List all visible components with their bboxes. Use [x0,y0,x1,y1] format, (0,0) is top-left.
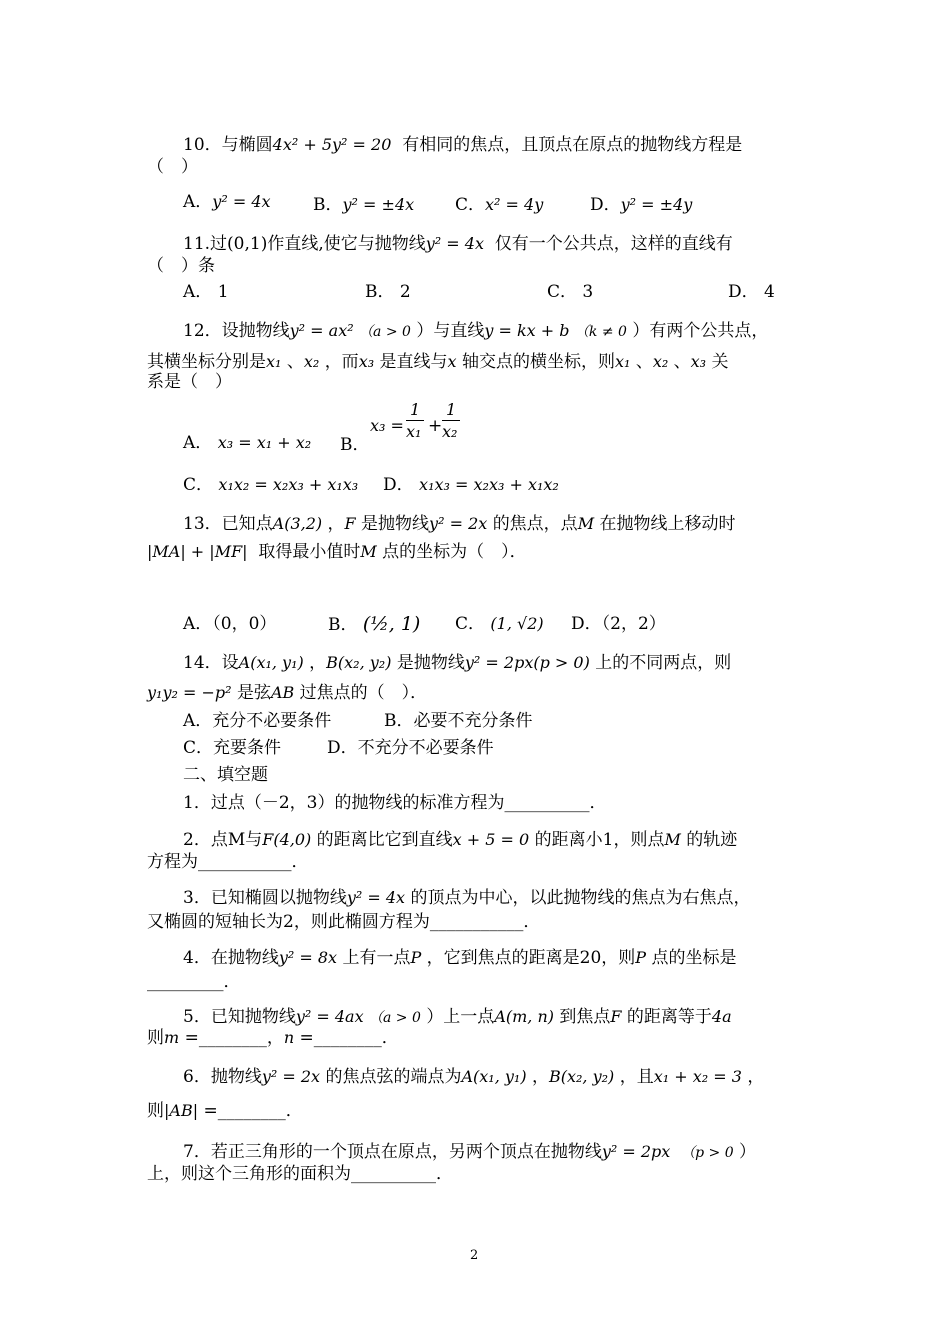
q14-option-d: D．不充分不必要条件 [327,738,494,758]
q13-option-d: D．（2，2） [571,614,666,634]
fill-6: 6．抛物线y² = 2x 的焦点弦的端点为A(x₁, y₁) ，B(x₂, y₂) ，且x₁ + x₂ = 3 ， [183,1067,765,1087]
q11-parabola-eq: y² = 4x [425,234,484,253]
q12-stem: 12．设抛物线y² = ax² （a > 0 ）与直线y = kx + b （k ≠ 0 ）有两个公共点， [183,321,769,341]
q11-stem: 11.过(0,1)作直线,使它与抛物线y² = 4x 仅有一个公共点，这样的直线有 [183,234,733,254]
q11-option-b: B． 2 [365,282,411,302]
q11-option-a: A． 1 [183,282,229,302]
q11-line2: （ ）条 [147,256,215,276]
fill-7-line2: 上，则这个三角形的面积为__________． [147,1164,453,1184]
q10-stem [183,134,742,156]
q10-option-b: B．y² = ±4x [313,195,415,215]
fill-1: 1．过点（－2，3）的抛物线的标准方程为__________． [183,793,607,813]
fill-3: 3．已知椭圆以抛物线y² = 4x 的顶点为中心，以此抛物线的焦点为右焦点， [183,888,751,908]
q10-option-d: D．y² = ±4y [590,195,693,215]
q13-line2: |MA| + |MF| 取得最小值时M 点的坐标为（ ）． [147,542,527,562]
fill-3-line2: 又椭圆的短轴长为2，则此椭圆方程为___________． [147,912,541,932]
fill-7: 7．若正三角形的一个顶点在原点，另两个顶点在抛物线y² = 2px （p > 0 ） [183,1142,757,1162]
q14-option-c: C．充要条件 [183,738,282,758]
fill-5-line2: 则m =________，n =________． [147,1028,399,1048]
q13-stem: 13．已知点A(3,2) ，F 是抛物线y² = 2x 的焦点，点M 在抛物线上移动时 [183,514,736,534]
q11-option-d: D． 4 [728,282,775,302]
q13-option-a: A．（0，0） [183,614,277,634]
document-page: 10．与椭圆4x² + 5y² = 20 有相同的焦点，且顶点在原点的抛物线方程是 （ ） A．y² = 4x B．y² = ±4x C．x² = 4y D．y² = ±4y 11.过(0,1)作直线,使它与抛物线y² = 4x 仅有一个公共点，这样的直线有 （ ）条 A． 1 B． 2 C． 3 D． 4 12．设抛物线y² = ax² （a > 0 ）与直线y = kx + b （k ≠ 0 ）有两个公共点， 其横坐标分别是x₁ 、x₂ ，而x₃ 是直线与x 轴交点的横坐标，则x₁ 、x₂ 、x₃ 关 系是（ ） A． x₃ = x₁ + x₂ B． x₃ = 1 x₁ + 1 x₂ C． x₁x₂ = x₂x₃ + x₁x₃ D． x₁x₃ = x₂x₃ + x₁x₂ 13．已知点A(3,2) ，F 是抛物线y² = 2x 的焦点，点M 在抛物线上移动时 |MA| + |MF| 取得最小值时M 点的坐标为（ ）． A．（0，0） B． (½, 1) C． (1, √2) D．（2，2） 14．设A(x₁, y₁) ，B(x₂, y₂) 是抛物线y² = 2px(p > 0) 上的不同两点，则 y₁y₂ = −p² 是弦AB 过焦点的（ ）． A．充分不必要条件 B．必要不充分条件 C．充要条件 D．不充分不必要条件 二、填空题 1．过点（－2，3）的抛物线的标准方程为__________． 2．点M与F(4,0) 的距离比它到直线x + 5 = 0 的距离小1，则点M 的轨迹 方程为___________． 3．已知椭圆以抛物线y² = 4x 的顶点为中心，以此抛物线的焦点为右焦点， 又椭圆的短轴长为2，则此椭圆方程为___________． 4．在抛物线y² = 8x 上有一点P ，它到焦点的距离是20，则P 点的坐标是 _________． 5．已知抛物线y² = 4ax （a > 0 ）上一点A(m, n) 到焦点F 的距离等于4a 则m =________，n =________． 6．抛物线y² = 2x 的焦点弦的端点为A(x₁, y₁) ，B(x₂, y₂) ，且x₁ + x₂ = 3 ， 则|AB| =________． 7．若正三角形的一个顶点在原点，另两个顶点在抛物线y² = 2px （p > 0 ） 上，则这个三角形的面积为__________． 2 [147,135,775,1263]
q14-option-a: A．充分不必要条件 [183,711,332,731]
q10-lead: 10．与椭圆 [183,135,273,155]
q14-option-b: B．必要不充分条件 [384,711,533,731]
q11-option-c: C． 3 [547,282,594,302]
fill-2-line2: 方程为___________． [147,852,309,872]
fill-4-line2: _________． [147,972,241,992]
fill-4: 4．在抛物线y² = 8x 上有一点P ，它到焦点的距离是20，则P 点的坐标是 [183,948,737,968]
q10-paren: （ ） [147,157,198,177]
q13-option-b: B． (½, 1) [328,613,421,635]
section-title: 二、填空题 [183,765,268,785]
q10-option-a: A．y² = 4x [183,192,271,212]
fill-2: 2．点M与F(4,0) 的距离比它到直线x + 5 = 0 的距离小1，则点M 的轨迹 [183,830,738,850]
q10-option-c: C．x² = 4y [455,195,544,215]
q14-stem: 14．设A(x₁, y₁) ，B(x₂, y₂) 是抛物线y² = 2px(p > 0) 上的不同两点，则 [183,653,732,673]
q14-line2: y₁y₂ = −p² 是弦AB 过焦点的（ ）． [147,683,428,703]
q12-option-c: C． x₁x₂ = x₂x₃ + x₁x₃ [183,475,359,495]
q12-line3: 系是（ ） [147,372,232,392]
q12-option-b-label: B． [340,435,370,455]
q12-frac2-bar [442,420,460,421]
page-number: 2 [470,1248,479,1263]
q12-option-a: A． x₃ = x₁ + x₂ [183,433,312,453]
fill-5: 5．已知抛物线y² = 4ax （a > 0 ）上一点A(m, n) 到焦点F 的距离等于4a [183,1007,732,1027]
q10-ellipse-eq: 4x² + 5y² = 20 [272,135,392,154]
q10-rest: 有相同的焦点，且顶点在原点的抛物线方程是 [402,135,743,155]
q13-option-c: C． (1, √2) [455,614,544,634]
fill-6-line2: 则|AB| =________． [147,1101,303,1121]
q12-frac1-bar [406,420,424,421]
q12-line2: 其横坐标分别是x₁ 、x₂ ，而x₃ 是直线与x 轴交点的横坐标，则x₁ 、x₂ 、x₃ 关 [147,352,729,372]
q12-option-d: D． x₁x₃ = x₂x₃ + x₁x₂ [383,475,559,495]
